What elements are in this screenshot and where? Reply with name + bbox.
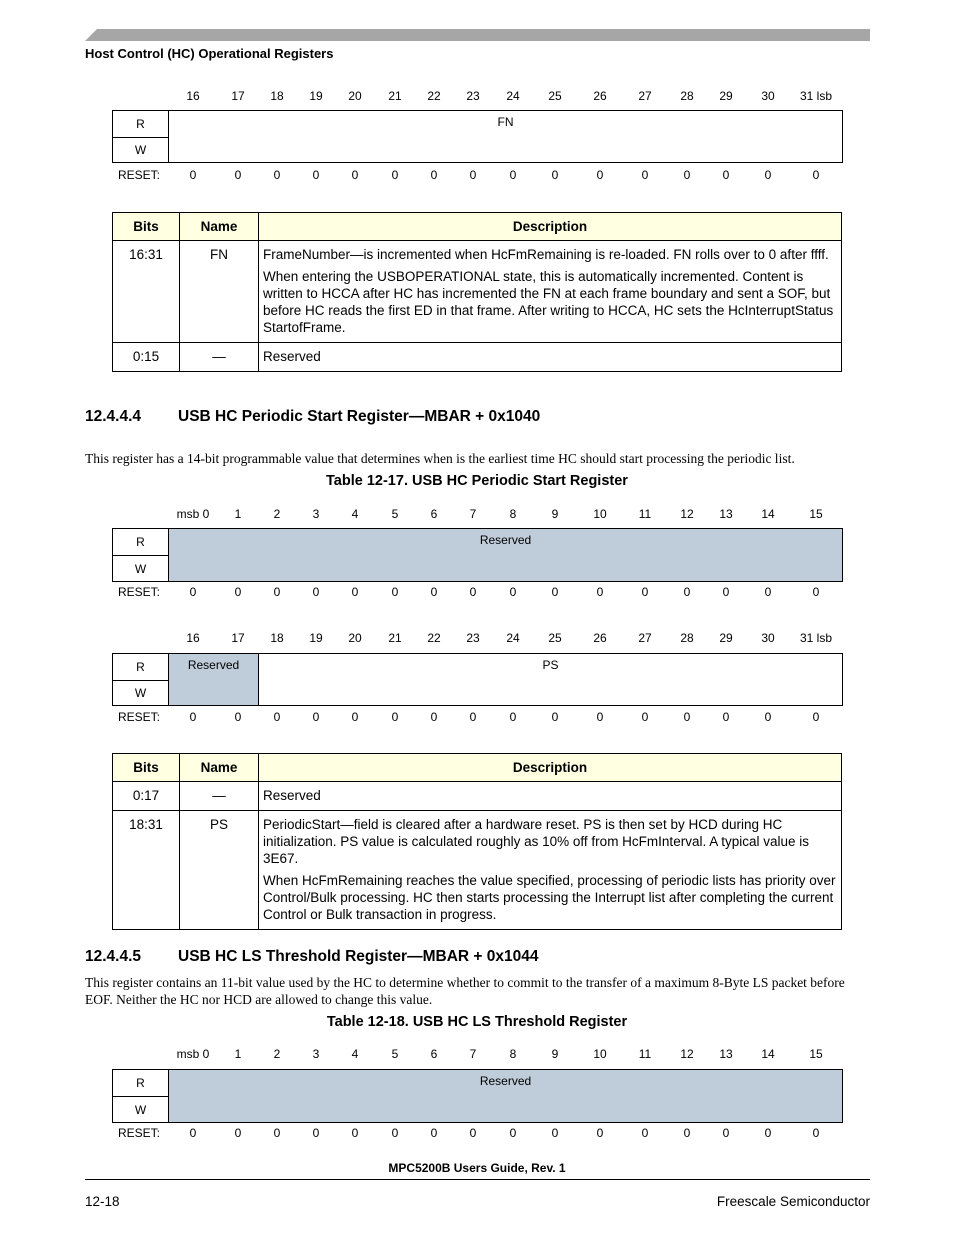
field-reserved: Reserved	[169, 1070, 842, 1122]
bit-number: 14	[761, 1047, 775, 1061]
reset-value: 0	[812, 168, 820, 182]
bit-number: 13	[719, 1047, 733, 1061]
company-name: Freescale Semiconductor	[716, 1194, 870, 1209]
reset-value: 0	[391, 585, 399, 599]
bit-number: 8	[509, 1047, 517, 1061]
read-row-label: R	[113, 111, 169, 137]
description-paragraph: When entering the USBOPERATIONAL state, this is automatically incremented. Content is written to HCCA after HC has incremented the FN at each frame boundary and sent a SOF, but before HC reads the first ED in that frame. After writing to HCCA, HC sets the HcInterruptStatus StartofFrame.	[263, 269, 834, 335]
reset-value: 0	[189, 1126, 197, 1140]
reset-values	[0, 710, 954, 724]
field-reserved: Reserved	[169, 654, 259, 705]
reset-value: 0	[641, 168, 649, 182]
section-body-text: This register has a 14-bit programmable value that determines when is the earliest time HC should start processing the periodic list.	[85, 451, 795, 466]
bit-number: 12	[680, 1047, 694, 1061]
reset-value: 0	[234, 1126, 242, 1140]
register-periodic-lower	[112, 653, 843, 706]
reset-value: 0	[273, 710, 281, 724]
reset-value: 0	[430, 168, 438, 182]
reset-value: 0	[722, 585, 730, 599]
reset-value: 0	[312, 585, 320, 599]
reset-value: 0	[273, 1126, 281, 1140]
reset-value: 0	[391, 1126, 399, 1140]
reset-value: 0	[273, 585, 281, 599]
bit-number: 18	[270, 631, 284, 645]
reset-label: RESET:	[118, 710, 161, 724]
bit-number: 30	[761, 89, 775, 103]
reset-value: 0	[812, 1126, 820, 1140]
description-paragraph: When HcFmRemaining reaches the value specified, processing of periodic lists has priority over Control/Bulk processing. HC then starts processing the Interrupt list after completing the current Control or Bulk transaction in progress.	[263, 873, 836, 922]
reset-label: RESET:	[118, 1126, 161, 1140]
bit-number: 3	[312, 507, 320, 521]
bit-number: 1	[234, 507, 242, 521]
bit-number: 23	[466, 631, 480, 645]
section-title: USB HC LS Threshold Register—MBAR + 0x1044	[178, 948, 539, 965]
reset-value: 0	[812, 710, 820, 724]
bit-number: 11	[638, 507, 652, 521]
bit-number: 13	[719, 507, 733, 521]
table-caption: Table 12-18. USB HC LS Threshold Register	[326, 1014, 628, 1030]
bit-number: 20	[348, 631, 362, 645]
bit-number: 9	[551, 507, 559, 521]
bit-number: 9	[551, 1047, 559, 1061]
page-number: 12-18	[85, 1194, 120, 1209]
bit-number: 8	[509, 507, 517, 521]
bit-number: 24	[506, 89, 520, 103]
bit-number: 21	[388, 89, 402, 103]
write-row-label: W	[113, 680, 169, 706]
bit-number: 25	[548, 631, 562, 645]
bit-number: 24	[506, 631, 520, 645]
row-name: PS	[180, 811, 259, 930]
row-bits: 18:31	[113, 811, 180, 930]
section-heading-ls-threshold	[85, 948, 538, 966]
reset-value: 0	[596, 168, 604, 182]
reset-value: 0	[812, 585, 820, 599]
bit-number: 14	[761, 507, 775, 521]
reset-value: 0	[312, 710, 320, 724]
reset-value: 0	[189, 168, 197, 182]
read-row-label: R	[113, 1070, 169, 1096]
bit-number: 7	[469, 507, 477, 521]
bit-number: 29	[719, 89, 733, 103]
reset-value: 0	[351, 1126, 359, 1140]
reset-label: RESET:	[118, 168, 161, 182]
field-reserved: Reserved	[169, 529, 842, 581]
bit-number: 5	[391, 1047, 399, 1061]
bit-number: 12	[680, 507, 694, 521]
row-bits: 0:17	[113, 782, 180, 811]
running-header: Host Control (HC) Operational Registers	[85, 46, 334, 61]
row-name: —	[180, 782, 259, 811]
bit-number: 31 lsb	[799, 89, 833, 103]
register-periodic-upper	[112, 528, 843, 582]
reset-value: 0	[509, 710, 517, 724]
table-row	[113, 241, 842, 343]
reset-value: 0	[764, 168, 772, 182]
field-fn: FN	[497, 115, 514, 129]
read-row-label: R	[113, 529, 169, 555]
bit-numbers-low	[0, 89, 954, 103]
reset-value: 0	[469, 168, 477, 182]
read-row-label: R	[113, 654, 169, 680]
bit-number: 26	[593, 89, 607, 103]
bit-number: 10	[593, 507, 607, 521]
row-name: —	[180, 343, 259, 372]
write-row-label: W	[113, 555, 169, 581]
row-description	[259, 241, 842, 343]
description-paragraph: FrameNumber—is incremented when HcFmRemaining is re-loaded. FN rolls over to 0 after ffff.	[263, 247, 829, 262]
bit-number: msb 0	[176, 507, 210, 521]
field-description-table-ps	[112, 753, 842, 930]
bit-number: 2	[273, 507, 281, 521]
reset-value: 0	[189, 710, 197, 724]
reset-value: 0	[722, 168, 730, 182]
bit-number: 27	[638, 631, 652, 645]
reset-value: 0	[234, 710, 242, 724]
bit-number: 22	[427, 89, 441, 103]
reset-value: 0	[764, 710, 772, 724]
reset-value: 0	[351, 585, 359, 599]
bit-number: 25	[548, 89, 562, 103]
row-bits: 16:31	[113, 241, 180, 343]
reset-values	[0, 168, 954, 182]
col-bits-header: Bits	[113, 754, 180, 782]
bit-number: 19	[309, 631, 323, 645]
reset-value: 0	[551, 710, 559, 724]
reset-value: 0	[596, 710, 604, 724]
reset-values	[0, 585, 954, 599]
write-row-label: W	[113, 1096, 169, 1122]
col-bits-header: Bits	[113, 213, 180, 241]
reset-value: 0	[683, 585, 691, 599]
reset-value: 0	[430, 710, 438, 724]
reset-value: 0	[312, 1126, 320, 1140]
reset-value: 0	[312, 168, 320, 182]
reset-value: 0	[551, 585, 559, 599]
bit-number: 30	[761, 631, 775, 645]
bit-number: 27	[638, 89, 652, 103]
bit-number: 2	[273, 1047, 281, 1061]
reset-value: 0	[509, 585, 517, 599]
table-row	[113, 343, 842, 372]
reset-value: 0	[641, 1126, 649, 1140]
bit-number: 4	[351, 1047, 359, 1061]
bit-number: 28	[680, 631, 694, 645]
col-name-header: Name	[180, 754, 259, 782]
bit-numbers-low	[0, 631, 954, 645]
reset-value: 0	[391, 168, 399, 182]
bit-number: 19	[309, 89, 323, 103]
bit-number: 15	[809, 1047, 823, 1061]
bit-number: 16	[186, 89, 200, 103]
bit-number: 17	[231, 631, 245, 645]
register-ls-threshold-upper	[112, 1069, 843, 1123]
reset-value: 0	[641, 710, 649, 724]
bit-number: 17	[231, 89, 245, 103]
bit-number: 20	[348, 89, 362, 103]
reset-value: 0	[722, 710, 730, 724]
reset-value: 0	[551, 1126, 559, 1140]
section-number: 12.4.4.4	[85, 408, 142, 425]
reset-value: 0	[351, 710, 359, 724]
reset-value: 0	[509, 168, 517, 182]
bit-number: 6	[430, 507, 438, 521]
section-number: 12.4.4.5	[85, 948, 142, 965]
reset-value: 0	[509, 1126, 517, 1140]
reset-value: 0	[234, 585, 242, 599]
bit-number: 6	[430, 1047, 438, 1061]
reset-value: 0	[551, 168, 559, 182]
bit-number: 3	[312, 1047, 320, 1061]
reset-value: 0	[596, 1126, 604, 1140]
bit-number: 16	[186, 631, 200, 645]
reset-value: 0	[764, 1126, 772, 1140]
col-description-header: Description	[259, 754, 842, 782]
reset-value: 0	[430, 585, 438, 599]
bit-number: 26	[593, 631, 607, 645]
reset-value: 0	[683, 1126, 691, 1140]
footer-rule	[85, 1179, 870, 1180]
bit-numbers-high	[0, 507, 954, 521]
col-name-header: Name	[180, 213, 259, 241]
col-description-header: Description	[259, 213, 842, 241]
bit-number: 5	[391, 507, 399, 521]
reset-value: 0	[469, 710, 477, 724]
row-description: Reserved	[259, 343, 842, 372]
row-description	[259, 811, 842, 930]
bit-number: 21	[388, 631, 402, 645]
footer-title: MPC5200B Users Guide, Rev. 1	[388, 1161, 566, 1175]
reset-value: 0	[683, 168, 691, 182]
reset-value: 0	[351, 168, 359, 182]
field-description-table-fn	[112, 212, 842, 372]
table-row	[113, 811, 842, 930]
description-paragraph: PeriodicStart—field is cleared after a hardware reset. PS is then set by HCD during HC initialization. PS value is calculated roughly as 10% off from HcFmInterval. A typical value is 3E67.	[263, 817, 810, 866]
section-body-text: This register contains an 11-bit value used by the HC to determine whether to commit to the transfer of a maximum 8-Byte LS packet before EOF. Neither the HC nor HCD are allowed to change this value.	[85, 975, 845, 1007]
row-description: Reserved	[259, 782, 842, 811]
bit-number: 28	[680, 89, 694, 103]
bit-number: 11	[638, 1047, 652, 1061]
reset-label: RESET:	[118, 585, 161, 599]
reset-value: 0	[469, 1126, 477, 1140]
reset-value: 0	[469, 585, 477, 599]
bit-number: 18	[270, 89, 284, 103]
write-row-label: W	[113, 137, 169, 163]
reset-value: 0	[234, 168, 242, 182]
field-ps: PS	[542, 658, 559, 672]
bit-number: msb 0	[176, 1047, 210, 1061]
reset-value: 0	[430, 1126, 438, 1140]
section-heading-periodic-start	[85, 408, 540, 426]
bit-number: 22	[427, 631, 441, 645]
table-caption: Table 12-17. USB HC Periodic Start Register	[326, 473, 628, 489]
bit-number: 23	[466, 89, 480, 103]
bit-number: 4	[351, 507, 359, 521]
header-bar	[85, 29, 870, 41]
reset-value: 0	[391, 710, 399, 724]
bit-number: 29	[719, 631, 733, 645]
bit-number: 31 lsb	[799, 631, 833, 645]
reset-value: 0	[273, 168, 281, 182]
reset-value: 0	[596, 585, 604, 599]
bit-numbers-high	[0, 1047, 954, 1061]
bit-number: 7	[469, 1047, 477, 1061]
bit-number: 1	[234, 1047, 242, 1061]
register-fn	[112, 110, 843, 163]
row-bits: 0:15	[113, 343, 180, 372]
reset-value: 0	[189, 585, 197, 599]
reset-value: 0	[722, 1126, 730, 1140]
reset-values	[0, 1126, 954, 1140]
table-row	[113, 782, 842, 811]
bit-number: 15	[809, 507, 823, 521]
bit-number: 10	[593, 1047, 607, 1061]
reset-value: 0	[641, 585, 649, 599]
section-title: USB HC Periodic Start Register—MBAR + 0x1040	[178, 408, 541, 425]
reset-value: 0	[683, 710, 691, 724]
reset-value: 0	[764, 585, 772, 599]
row-name: FN	[180, 241, 259, 343]
